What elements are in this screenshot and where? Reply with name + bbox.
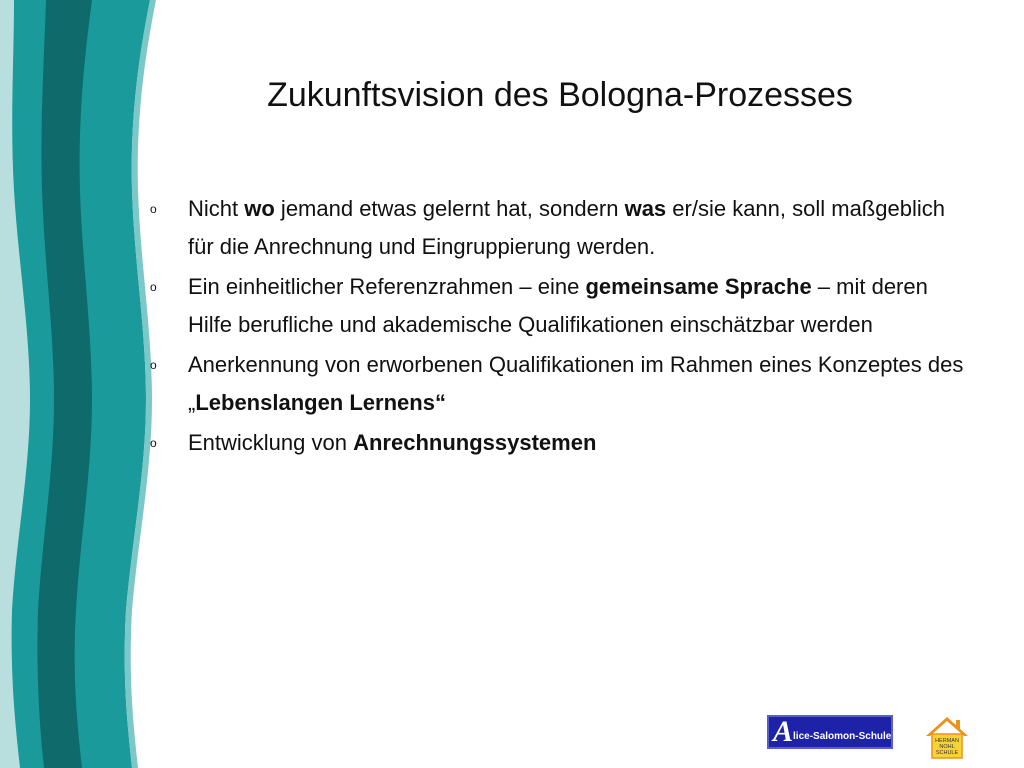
bullet-list [150, 190, 970, 464]
logo-line-1: HERMAN [935, 738, 959, 744]
bullet-marker: o [150, 280, 157, 294]
bullet-text: Anerkennung von erworbenen Qualifikationen im Rahmen eines Konzeptes des „Lebenslangen Lernens“ [188, 352, 964, 415]
slide-title: Zukunftsvision des Bologna-Prozesses [267, 76, 853, 114]
herman-nohl-schule-logo [924, 714, 970, 760]
bullet-text: Ein einheitlicher Referenzrahmen – eine gemeinsame Sprache – mit deren Hilfe berufliche und akademische Qualifikationen einschätzbar werden [188, 274, 928, 337]
logo-line-2: NOHL [939, 744, 955, 750]
alice-salomon-schule-logo [767, 715, 893, 749]
bullet-item [150, 190, 970, 266]
bullet-item [150, 346, 970, 422]
bullet-text: Entwicklung von Anrechnungssystemen [188, 430, 597, 455]
bullet-marker: o [150, 436, 157, 450]
bullet-marker: o [150, 358, 157, 372]
house-chimney [956, 720, 960, 729]
bullet-marker: o [150, 202, 157, 216]
bullet-item [150, 268, 970, 344]
logo-text: lice-Salomon-Schule [793, 730, 892, 742]
house-roof [926, 717, 968, 736]
logo-initial: A [773, 715, 794, 748]
logo-line-3: SCHULE [935, 750, 959, 756]
bullet-item [150, 424, 970, 462]
bullet-text: Nicht wo jemand etwas gelernt hat, sondern was er/sie kann, soll maßgeblich für die Anrechnung und Eingruppierung werden. [188, 196, 945, 259]
